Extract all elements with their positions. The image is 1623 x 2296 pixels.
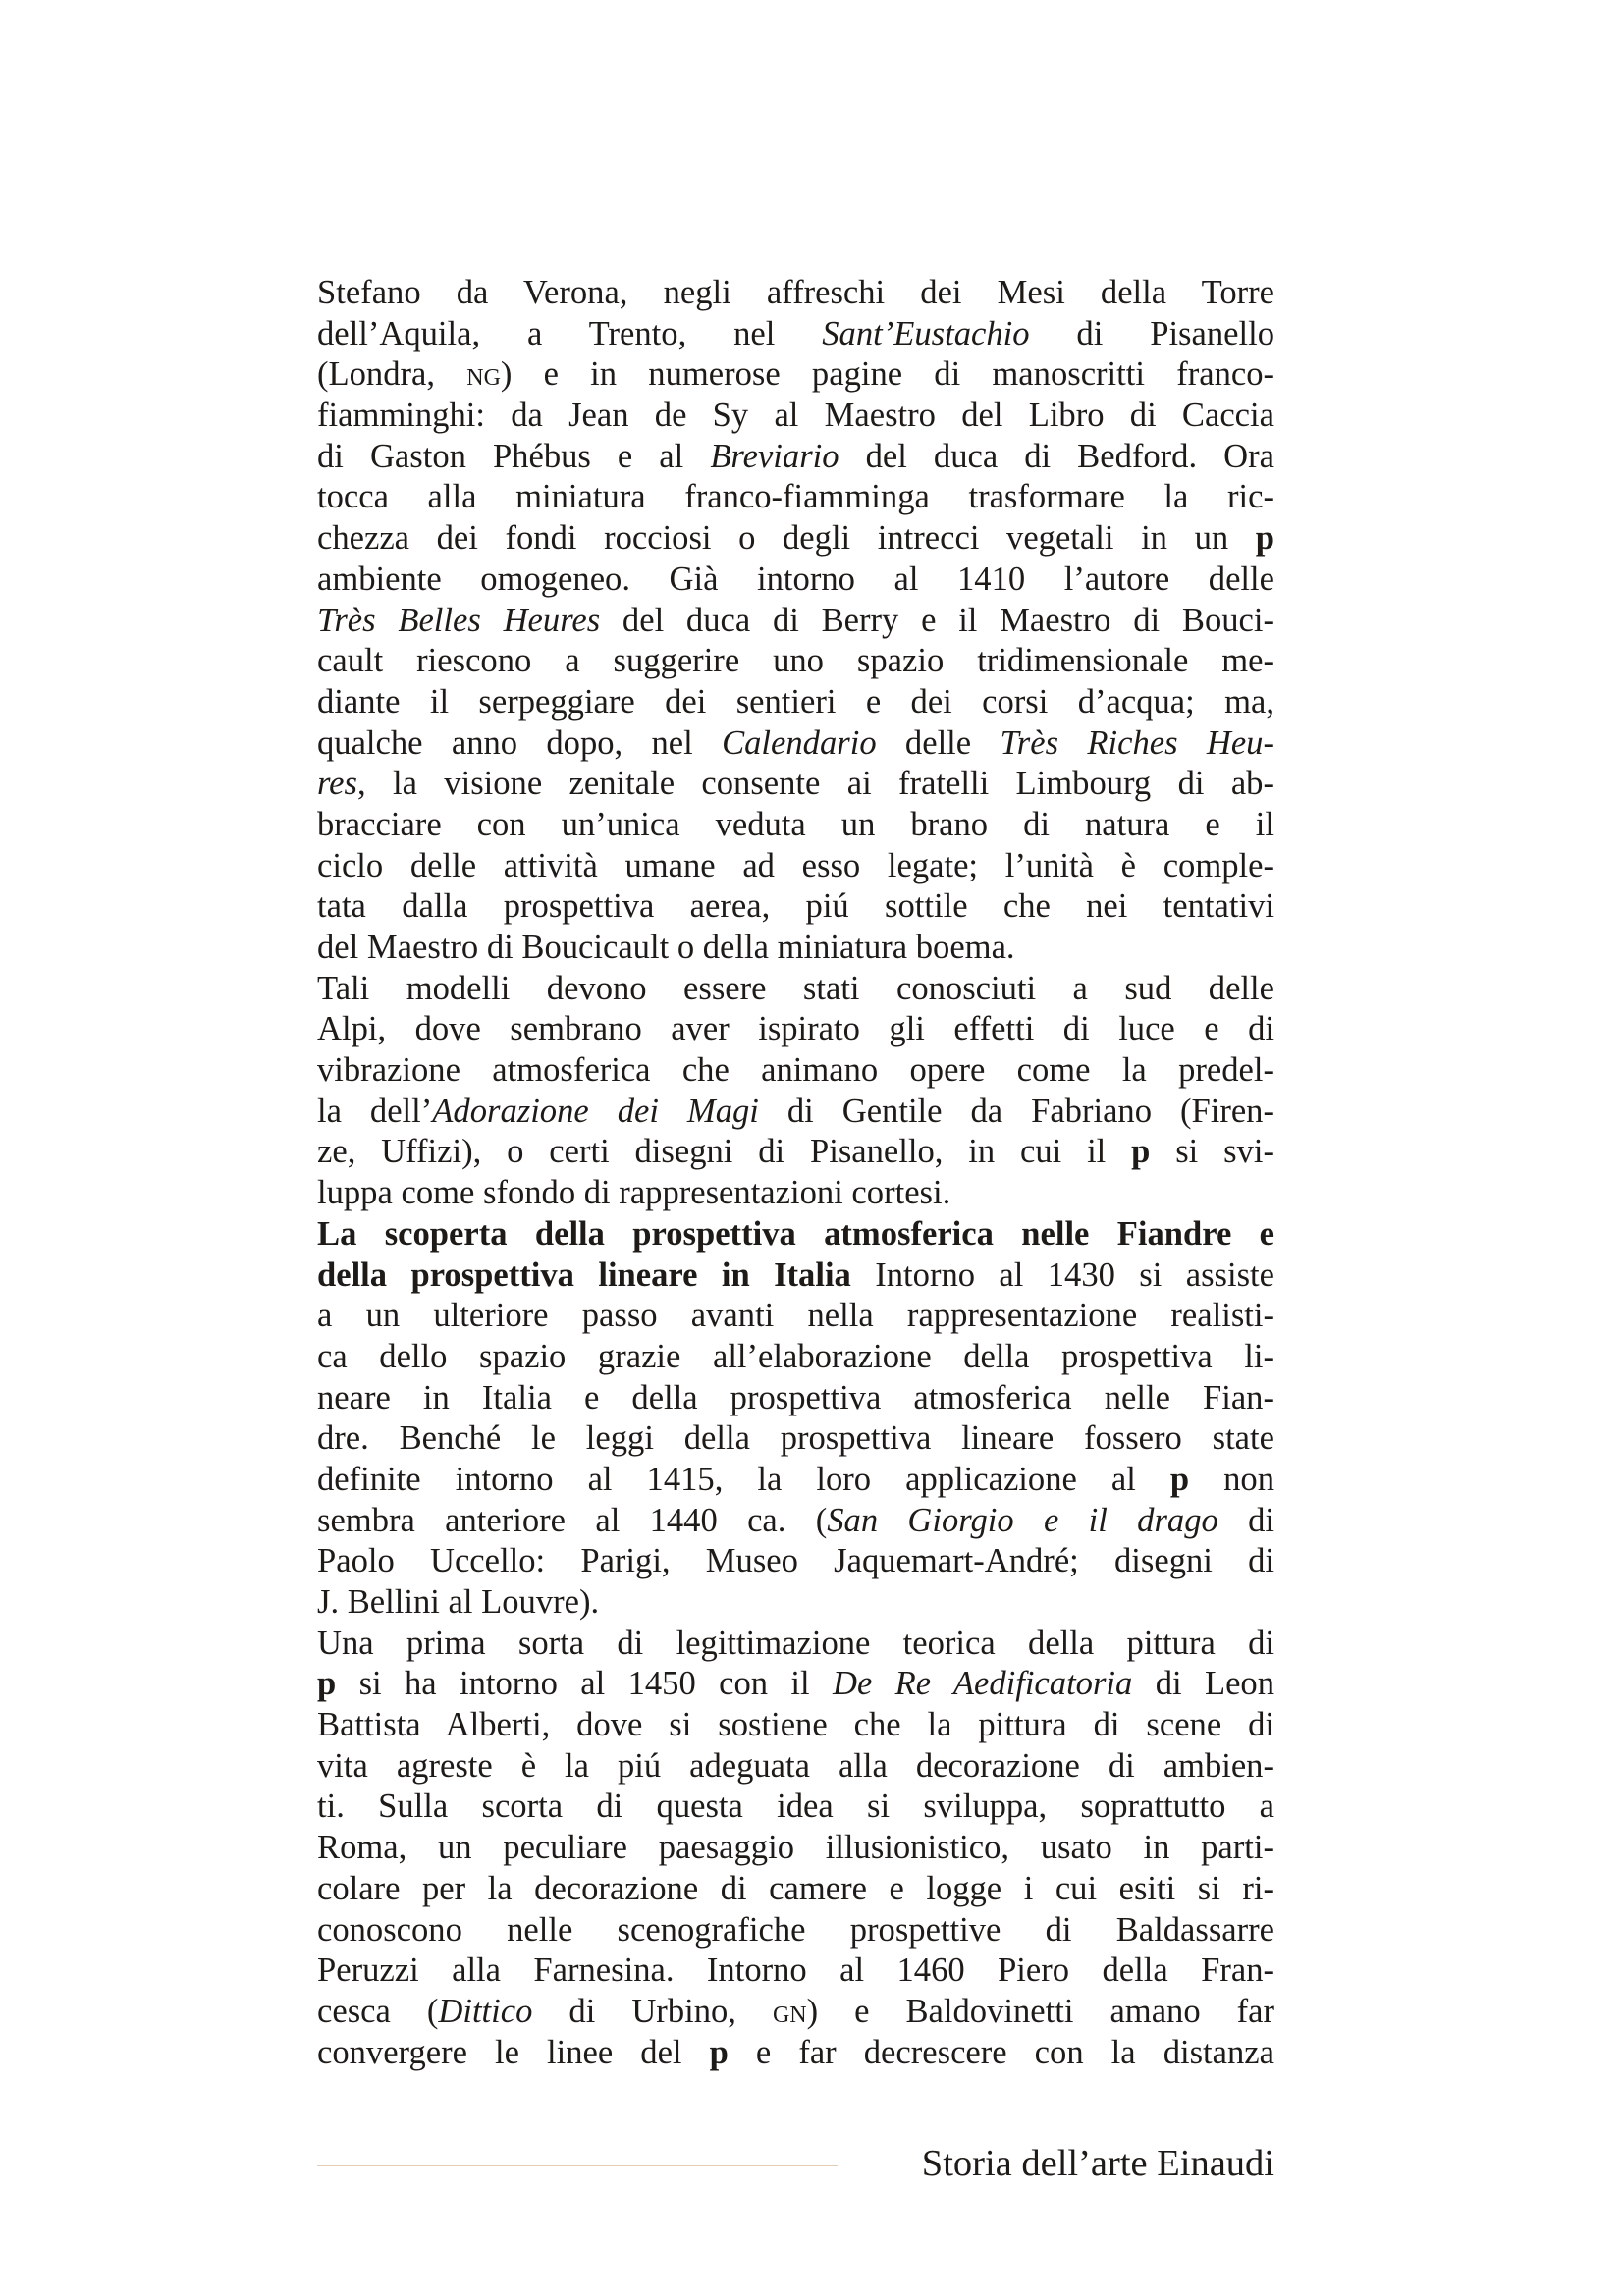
text-run: cesca ( — [317, 1992, 439, 2030]
text-line — [317, 1992, 1274, 2033]
text-run: colare per la decorazione di camere e logge i cui esiti si ri- — [317, 1869, 1274, 1907]
text-line — [317, 314, 1274, 355]
text-run: ze, Uffizi), o certi disegni di Pisanello, in cui il — [317, 1133, 1132, 1171]
text-run: dell’Aquila, a Trento, nel — [317, 314, 823, 352]
bold-term: p — [1169, 1460, 1190, 1498]
text-run: ) e in numerose pagine di manoscritti franco- — [500, 355, 1275, 394]
text-run: a un ulteriore passo avanti nella rappresentazione realisti- — [317, 1297, 1274, 1335]
italic-title: Sant’Eustachio — [822, 314, 1030, 352]
text-run: neare in Italia e della prospettiva atmosferica nelle Fian- — [317, 1378, 1274, 1416]
text-line — [317, 846, 1274, 887]
text-line — [317, 601, 1274, 642]
text-line — [317, 1418, 1274, 1460]
italic-title: San Giorgio e il drago — [827, 1501, 1218, 1539]
text-run: cault riescono a suggerire uno spazio tridimensionale me- — [317, 642, 1274, 680]
text-run: del duca di Bedford. Ora — [839, 437, 1274, 475]
text-line — [317, 1501, 1274, 1542]
italic-title: Adorazione dei Magi — [432, 1092, 759, 1130]
text-line — [317, 273, 1274, 314]
text-line — [317, 560, 1274, 601]
text-run: convergere le linee del — [317, 2033, 710, 2071]
italic-title: Dittico — [438, 1992, 533, 2030]
text-line — [317, 1296, 1274, 1337]
bold-term: La scoperta della prospettiva atmosferica nelle Fiandre e — [317, 1214, 1274, 1253]
text-line — [317, 477, 1274, 518]
text-run: luppa come sfondo di rappresentazioni cortesi. — [317, 1174, 951, 1212]
text-run: dre. Benché le leggi della prospettiva lineare fossero state — [317, 1419, 1274, 1458]
text-line — [317, 723, 1274, 765]
text-run: del Maestro di Boucicault o della miniatura boema. — [317, 929, 1015, 966]
text-line — [317, 1746, 1274, 1788]
text-line — [317, 1541, 1274, 1582]
bold-term: p — [709, 2033, 729, 2071]
text-run: J. Bellini al Louvre). — [317, 1583, 600, 1621]
text-line — [317, 1787, 1274, 1828]
text-run: ambiente omogeneo. Già intorno al 1410 l’autore delle — [317, 560, 1274, 598]
text-line — [317, 1910, 1274, 1951]
text-run: Una prima sorta di legittimazione teorica della pittura di — [317, 1624, 1274, 1662]
text-run: di Leon — [1132, 1665, 1274, 1703]
text-line — [317, 969, 1274, 1010]
text-line — [317, 1869, 1274, 1910]
text-run: di Pisanello — [1029, 314, 1275, 352]
text-run: Roma, un peculiare paesaggio illusionistico, usato in parti- — [317, 1829, 1274, 1867]
bold-term: della prospettiva lineare in Italia — [317, 1255, 851, 1294]
text-run: delle — [876, 723, 1001, 762]
small-caps-abbreviation: ng — [466, 355, 501, 394]
text-line — [317, 928, 1274, 969]
text-line — [317, 1092, 1274, 1133]
text-line — [317, 1378, 1274, 1419]
text-run: Alpi, dove sembrano aver ispirato gli effetti di luce e di — [317, 1010, 1274, 1048]
text-run: del duca di Berry e il Maestro di Bouci- — [600, 601, 1274, 639]
text-run: di — [1217, 1501, 1274, 1539]
text-run: ) e Baldovinetti amano far — [806, 1992, 1275, 2030]
italic-title: Très Belles Heures — [317, 601, 601, 639]
text-run: non — [1189, 1460, 1274, 1498]
text-run: , la visione zenitale consente ai fratelli Limbourg di ab- — [356, 765, 1274, 803]
text-line — [317, 354, 1274, 396]
text-run: di Gentile da Fabriano (Firen- — [758, 1092, 1274, 1130]
text-run: e far decrescere con la distanza — [728, 2033, 1274, 2071]
italic-title: res — [317, 765, 357, 803]
italic-title: Breviario — [710, 437, 839, 475]
text-run: vibrazione atmosferica che animano opere come la predel- — [317, 1051, 1274, 1090]
text-run: fiamminghi: da Jean de Sy al Maestro del Libro di Caccia — [317, 397, 1274, 435]
text-run: chezza dei fondi rocciosi o degli intrecci vegetali in un — [317, 519, 1256, 558]
text-line — [317, 1050, 1274, 1092]
text-run: tocca alla miniatura franco-fiamminga trasformare la ric- — [317, 478, 1274, 516]
text-line — [317, 396, 1274, 437]
italic-title: Très Riches Heu- — [1000, 723, 1274, 762]
text-run: conoscono nelle scenografiche prospettive di Baldassarre — [317, 1910, 1274, 1949]
text-line — [317, 886, 1274, 928]
text-line — [317, 1255, 1274, 1297]
text-run: definite intorno al 1415, la loro applicazione al — [317, 1460, 1170, 1498]
text-line — [317, 2033, 1274, 2074]
text-line — [317, 1214, 1274, 1255]
text-line — [317, 764, 1274, 805]
text-run: Intorno al 1430 si assiste — [850, 1255, 1275, 1294]
body-text — [317, 273, 1274, 2073]
text-run: (Londra, — [317, 355, 467, 394]
text-line — [317, 1828, 1274, 1869]
text-line — [317, 1624, 1274, 1665]
text-run: bracciare con un’unica veduta un brano di natura e il — [317, 805, 1274, 843]
bold-term: p — [1131, 1133, 1151, 1171]
text-run: Tali modelli devono essere stati conosciuti a sud delle — [317, 969, 1274, 1007]
text-run: la dell’ — [317, 1092, 433, 1130]
text-line — [317, 805, 1274, 846]
bold-term: p — [1255, 519, 1274, 558]
text-run: di Urbino, — [532, 1992, 773, 2030]
text-run: si svi- — [1150, 1133, 1274, 1171]
text-run: di Gaston Phébus e al — [317, 437, 711, 475]
text-line — [317, 1132, 1274, 1173]
italic-title: Calendario — [722, 723, 877, 762]
text-line — [317, 437, 1274, 478]
text-run: Peruzzi alla Farnesina. Intorno al 1460 Piero della Fran- — [317, 1951, 1274, 1990]
text-run: ca dello spazio grazie all’elaborazione della prospettiva li- — [317, 1337, 1274, 1375]
text-run: ti. Sulla scorta di questa idea si sviluppa, soprattutto a — [317, 1788, 1274, 1826]
footer-rule — [317, 2165, 838, 2166]
text-run: Paolo Uccello: Parigi, Museo Jaquemart-André; disegni di — [317, 1542, 1274, 1580]
text-line — [317, 641, 1274, 682]
bold-term: p — [317, 1665, 337, 1703]
text-line — [317, 1705, 1274, 1746]
text-run: Stefano da Verona, negli affreschi dei Mesi della Torre — [317, 274, 1274, 311]
text-line — [317, 1664, 1274, 1705]
small-caps-abbreviation: gn — [772, 1992, 807, 2030]
text-line — [317, 1582, 1274, 1624]
text-line — [317, 1009, 1274, 1050]
text-run: Battista Alberti, dove si sostiene che la pittura di scene di — [317, 1706, 1274, 1744]
text-line — [317, 1337, 1274, 1378]
text-run: si ha intorno al 1450 con il — [336, 1665, 833, 1703]
text-line — [317, 518, 1274, 560]
text-line — [317, 1173, 1274, 1214]
text-line — [317, 1460, 1274, 1501]
text-run: sembra anteriore al 1440 ca. ( — [317, 1501, 828, 1539]
footer-label: Storia dell’arte Einaudi — [921, 2143, 1274, 2184]
text-run: qualche anno dopo, nel — [317, 723, 723, 762]
text-run: diante il serpeggiare dei sentieri e dei corsi d’acqua; ma, — [317, 682, 1274, 721]
text-run: vita agreste è la piú adeguata alla decorazione di ambien- — [317, 1746, 1274, 1785]
text-run: ciclo delle attività umane ad esso legate; l’unità è comple- — [317, 846, 1274, 884]
italic-title: De Re Aedificatoria — [832, 1665, 1133, 1703]
text-line — [317, 1950, 1274, 1992]
text-line — [317, 682, 1274, 723]
text-run: tata dalla prospettiva aerea, piú sottile che nei tentativi — [317, 887, 1274, 926]
